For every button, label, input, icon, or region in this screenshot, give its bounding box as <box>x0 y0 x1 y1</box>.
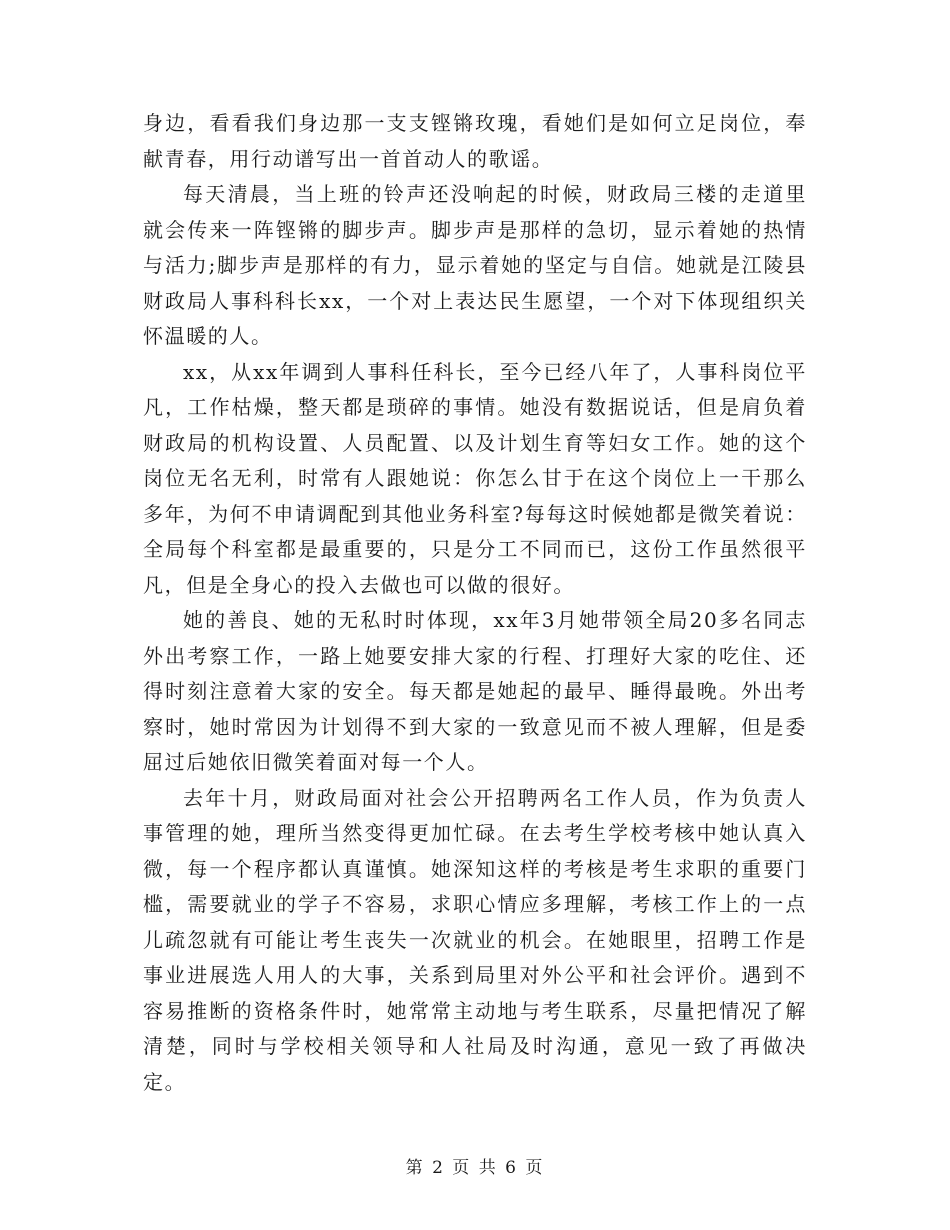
paragraph-3: xx，从xx年调到人事科任科长，至今已经八年了，人事科岗位平凡，工作枯燥，整天都是琐碎的事情。她没有数据说话，但是肩负着财政局的机构设置、人员配置、以及计划生育等妇女工作。她的这个岗位无名无利，时常有人跟她说：你怎么甘于在这个岗位上一干那么多年，为何不申请调配到其他业务科室?每每这时候她都是微笑着说：全局每个科室都是最重要的，只是分工不同而已，这份工作虽然很平凡，但是全身心的投入去做也可以做的很好。 <box>143 359 807 597</box>
page-number-label: 第 2 页 共 6 页 <box>405 1158 545 1178</box>
paragraph-5: 去年十月，财政局面对社会公开招聘两名工作人员，作为负责人事管理的她，理所当然变得更加忙碌。在去考生学校考核中她认真入微，每一个程序都认真谨慎。她深知这样的考核是考生求职的重要门槛，需要就业的学子不容易，求职心情应多理解，考核工作上的一点儿疏忽就有可能让考生丧失一次就业的机会。在她眼里，招聘工作是事业进展选人用人的大事，关系到局里对外公平和社会评价。遇到不容易推断的资格条件时，她常常主动地与考生联系，尽量把情况了解清楚，同时与学校相关领导和人社局及时沟通，意见一致了再做决定。 <box>143 785 807 1094</box>
paragraph-1: 身边，看看我们身边那一支支铿锵玫瑰，看她们是如何立足岗位，奉献青春，用行动谱写出一首首动人的歌谣。 <box>143 111 807 171</box>
paragraph-4: 她的善良、她的无私时时体现，xx年3月她带领全局20多名同志外出考察工作，一路上她要安排大家的行程、打理好大家的吃住、还得时刻注意着大家的安全。每天都是她起的最早、睡得最晚。外出考察时，她时常因为计划得不到大家的一致意见而不被人理解，但是委屈过后她依旧微笑着面对每一个人。 <box>143 608 807 774</box>
paragraph-2: 每天清晨，当上班的铃声还没响起的时候，财政局三楼的走道里就会传来一阵铿锵的脚步声。脚步声是那样的急切，显示着她的热情与活力;脚步声是那样的有力，显示着她的坚定与自信。她就是江陵县财政局人事科科长xx，一个对上表达民生愿望，一个对下体现组织关怀温暖的人。 <box>143 182 807 348</box>
document-body <box>143 106 807 1100</box>
page-footer <box>0 1153 950 1178</box>
